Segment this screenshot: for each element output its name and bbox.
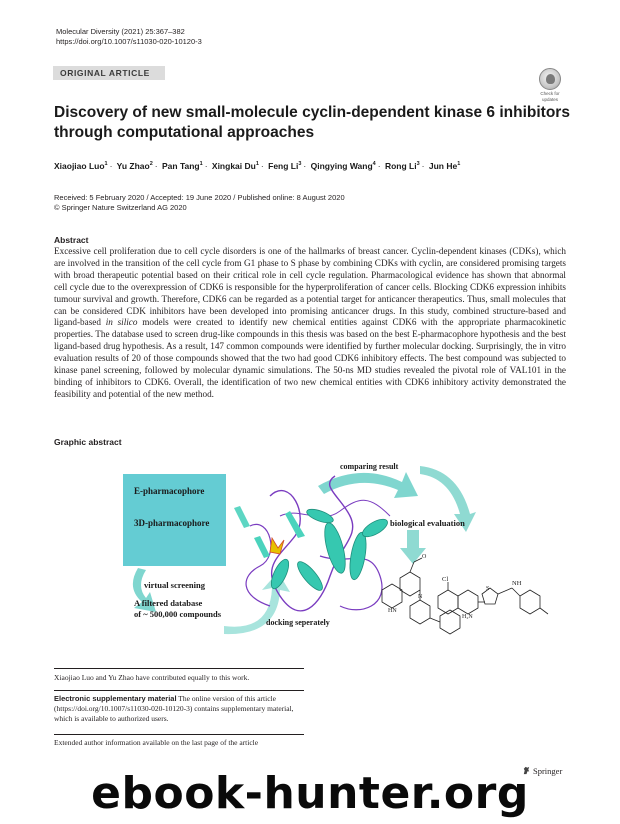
graphic-abstract <box>120 456 560 636</box>
author[interactable]: Xiaojiao Luo$^1$ <box>54 161 108 171</box>
graphic-abstract-heading: Graphic abstract <box>54 437 122 447</box>
docking-label: docking seperately <box>266 618 330 627</box>
check-badge-line2: updates <box>541 97 558 102</box>
comparing-arrow <box>318 472 418 498</box>
chem-o-label: O <box>422 554 427 560</box>
springer-logo: Springer <box>522 766 562 776</box>
chem-s-label: S <box>486 586 490 592</box>
chem-n-label: N <box>418 594 423 600</box>
check-for-updates-icon <box>539 68 561 90</box>
check-badge-line1: Check for <box>540 91 560 96</box>
watermark: ebook-hunter.org <box>91 768 529 819</box>
chem-cl-label: Cl <box>442 576 449 583</box>
protein-structure <box>234 476 390 611</box>
article-dates: Received: 5 February 2020 / Accepted: 19 June 2020 / Published online: 8 August 2020 <box>54 193 345 202</box>
author[interactable]: Rong Li$^3$ <box>384 161 420 171</box>
equal-contribution-note: Xiaojiao Luo and Yu Zhao have contributed equally to this work. <box>54 673 250 682</box>
chem-h2n-label: H₂N <box>462 614 473 620</box>
footnote-divider <box>54 690 304 691</box>
e-pharmacophore-label: E-pharmacophore <box>134 486 205 496</box>
author[interactable]: Feng Li$^3$ <box>268 161 302 171</box>
filtered-database-label-1: A filtered database <box>134 598 203 608</box>
supplementary-material-note: Electronic supplementary material The online version of this article (https://doi.org/10.1007/s11030-020-10120-3) contains supplementary material, which is available to authorized users. <box>54 694 294 723</box>
check-for-updates-badge[interactable] <box>535 68 565 100</box>
3d-pharmacophore-label: 3D-pharmacophore <box>134 518 210 528</box>
author[interactable]: Jun He$^1$ <box>428 161 461 171</box>
author-list: Xiaojiao Luo$^1$ · Yu Zhao$^2$ · Pan Tang$^1$ · Xingkai $Du^1$ · Feng $Li^3$ · Qingying Wang$^4$ · Rong $Li^3$ · Jun He$^1$ <box>54 161 461 171</box>
author[interactable]: Xingkai Du$^1$ <box>211 161 259 171</box>
chem-hn-label: HN <box>388 608 397 614</box>
footnote-divider <box>54 734 304 735</box>
extended-author-info: Extended author information available on the last page of the article <box>54 738 259 747</box>
author[interactable]: Pan Tang$^1$ <box>162 161 203 171</box>
biological-evaluation-label: biological evaluation <box>390 518 465 528</box>
author[interactable]: Yu Zhao$^2$ <box>116 161 153 171</box>
journal-citation: Molecular Diversity (2021) 25:367–382 <box>56 27 185 36</box>
supplementary-link[interactable]: https://doi.org/10.1007/s11030-020-10120-3 <box>56 704 190 713</box>
abstract-text: Excessive cell proliferation due to cell cycle disorders is one of the hallmarks of breast cancer. Cyclin-dependent kinases (CDKs), which are involved in the transition of the cell cycle from G1 phase to S phase by combining CDKs with cyclin, are considered promising targets with broad therapeutic potential based on their critical role in cell cycle regulation. Pharmacological evidence has shown that abnormal cell cycle due to the overexpression of CDK6 is responsible for the hyperproliferation of cancer cells. Blocking CDK6 expression inhibits tumour survival and growth. Therefore, CDK6 can be regarded as a potential target for anticancer therapeutics. Thus, small molecules that can be considered CDK inhibitors have been developed into promising anticancer drugs. In this study, combined structure-based and ligand-based in silico models were created to identify new chemical entities against CDK6 with the appropriate pharmacokinetic properties. The database used to screen drug-like compounds in this thesis was based on the best E-pharmacophore hypothesis and the best ligand-based drug hypothesis. As a result, 147 common compounds were identified by further molecular docking. Surprisingly, the in vitro evaluation results of 20 of those compounds showed that the two had good CDK6 inhibitory effects. The best compound was subjected to kinase panel screening, followed by molecular dynamic simulations. The 50-ns MD studies revealed the pivotal role of VAL101 in the binding of inhibitors to CDK6. Overall, the identification of two new chemical entities with CDK6 inhibitory activity demonstrated the feasibility and potential of the new method. <box>54 246 566 399</box>
chem-nh-label: NH <box>512 580 522 587</box>
doi-link[interactable]: https://doi.org/10.1007/s11030-020-10120-3 <box>56 37 202 46</box>
author[interactable]: Qingying Wang$^4$ <box>310 161 376 171</box>
filtered-database-label-2: of ~ 500,000 compounds <box>134 609 222 619</box>
copyright: © Springer Nature Switzerland AG 2020 <box>54 203 187 212</box>
comparing-result-label: comparing result <box>340 462 399 471</box>
compound-2-structure <box>438 582 548 614</box>
article-type: ORIGINAL ARTICLE <box>60 68 150 78</box>
article-title: Discovery of new small-molecule cyclin-dependent kinase 6 inhibitors through computational approaches <box>54 104 570 141</box>
abstract-heading: Abstract <box>54 235 89 245</box>
virtual-screening-label: virtual screening <box>144 580 205 590</box>
footnote-divider <box>54 668 304 669</box>
